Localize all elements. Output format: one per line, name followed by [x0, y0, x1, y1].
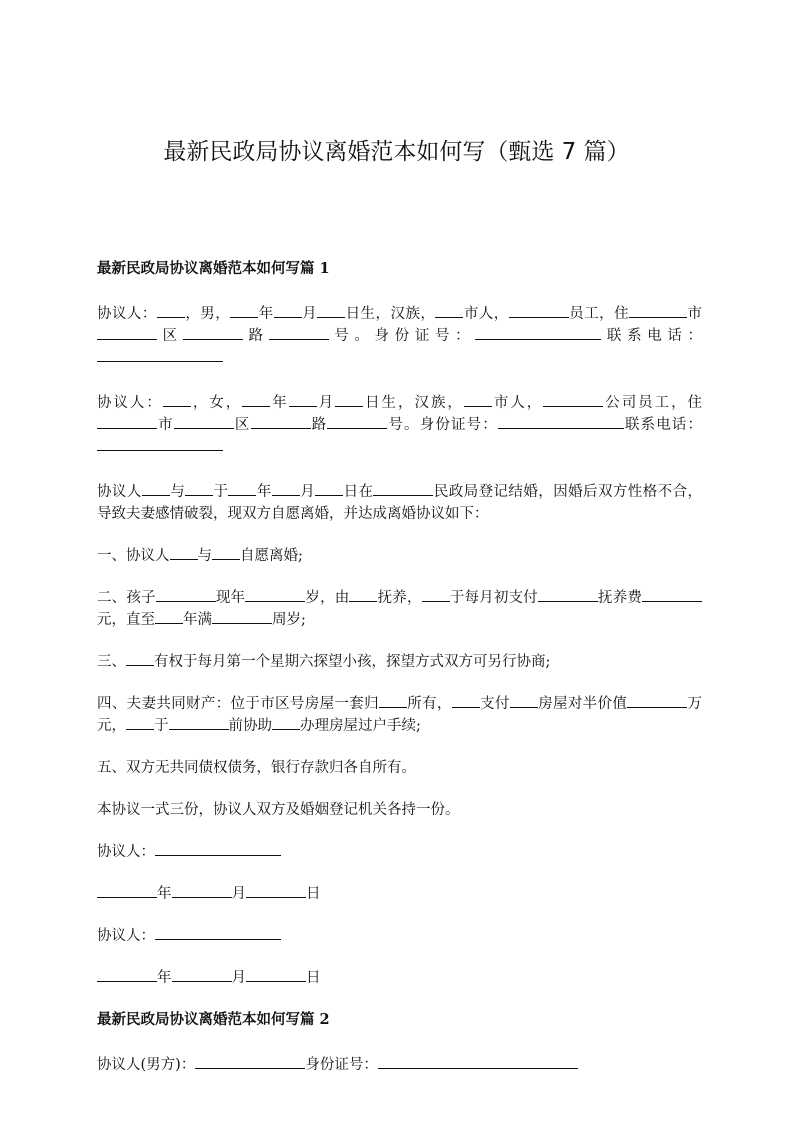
section-heading-2: 最新民政局协议离婚范本如何写篇 2 [97, 1011, 330, 1028]
page-title: 最新民政局协议离婚范本如何写（甄选 7 篇） [163, 139, 630, 165]
clause-5: 五、双方无共同债权债务，银行存款归各自所有。 [97, 760, 416, 776]
date-line-1: 年 月 日 [97, 883, 702, 905]
clause-1: 一、协议人 与 自愿离婚; [97, 548, 303, 564]
paragraph-marriage: 协议人 与 于 年 月 日在 民政局登记结婚，因婚后双方性格不合，导致夫妻感情破裂，现双方自愿离婚，并达成离婚协议如下： [97, 484, 702, 522]
clause-4: 四、夫妻共同财产：位于市区号房屋一套归 所有， 支付 房屋对半价值 万元， 于 前协助 办理房屋过户手续; [97, 696, 703, 734]
clause-2: 二、孩子 现年 岁，由 抚养， 于每月初支付 抚养费元，直至 年满 周岁; [97, 587, 702, 631]
document-body [97, 258, 702, 1076]
section-heading-1: 最新民政局协议离婚范本如何写篇 1 [97, 260, 330, 277]
date-line-2: 年 月 日 [97, 967, 702, 989]
signature-line-1: 协议人： [97, 841, 702, 863]
copies-note: 本协议一式三份，协议人双方及婚姻登记机关各持一份。 [97, 802, 460, 818]
paragraph-party-female: 协议人： ，女， 年 月 日生，汉族， 市人， 公司员工，住市 区 路 号。身份证号： 联系电话： [97, 392, 702, 458]
paragraph-party-male: 协议人： ，男， 年 月 日生，汉族， 市人， 员工，住 市区 路 号。身份证号： 联系电话： [97, 303, 702, 369]
signature-line-2: 协议人： [97, 925, 702, 947]
section2-party-line: 协议人(男方)： 身份证号： [97, 1054, 702, 1076]
clause-3: 三、 有权于每月第一个星期六探望小孩，探望方式双方可另行协商; [97, 654, 551, 670]
